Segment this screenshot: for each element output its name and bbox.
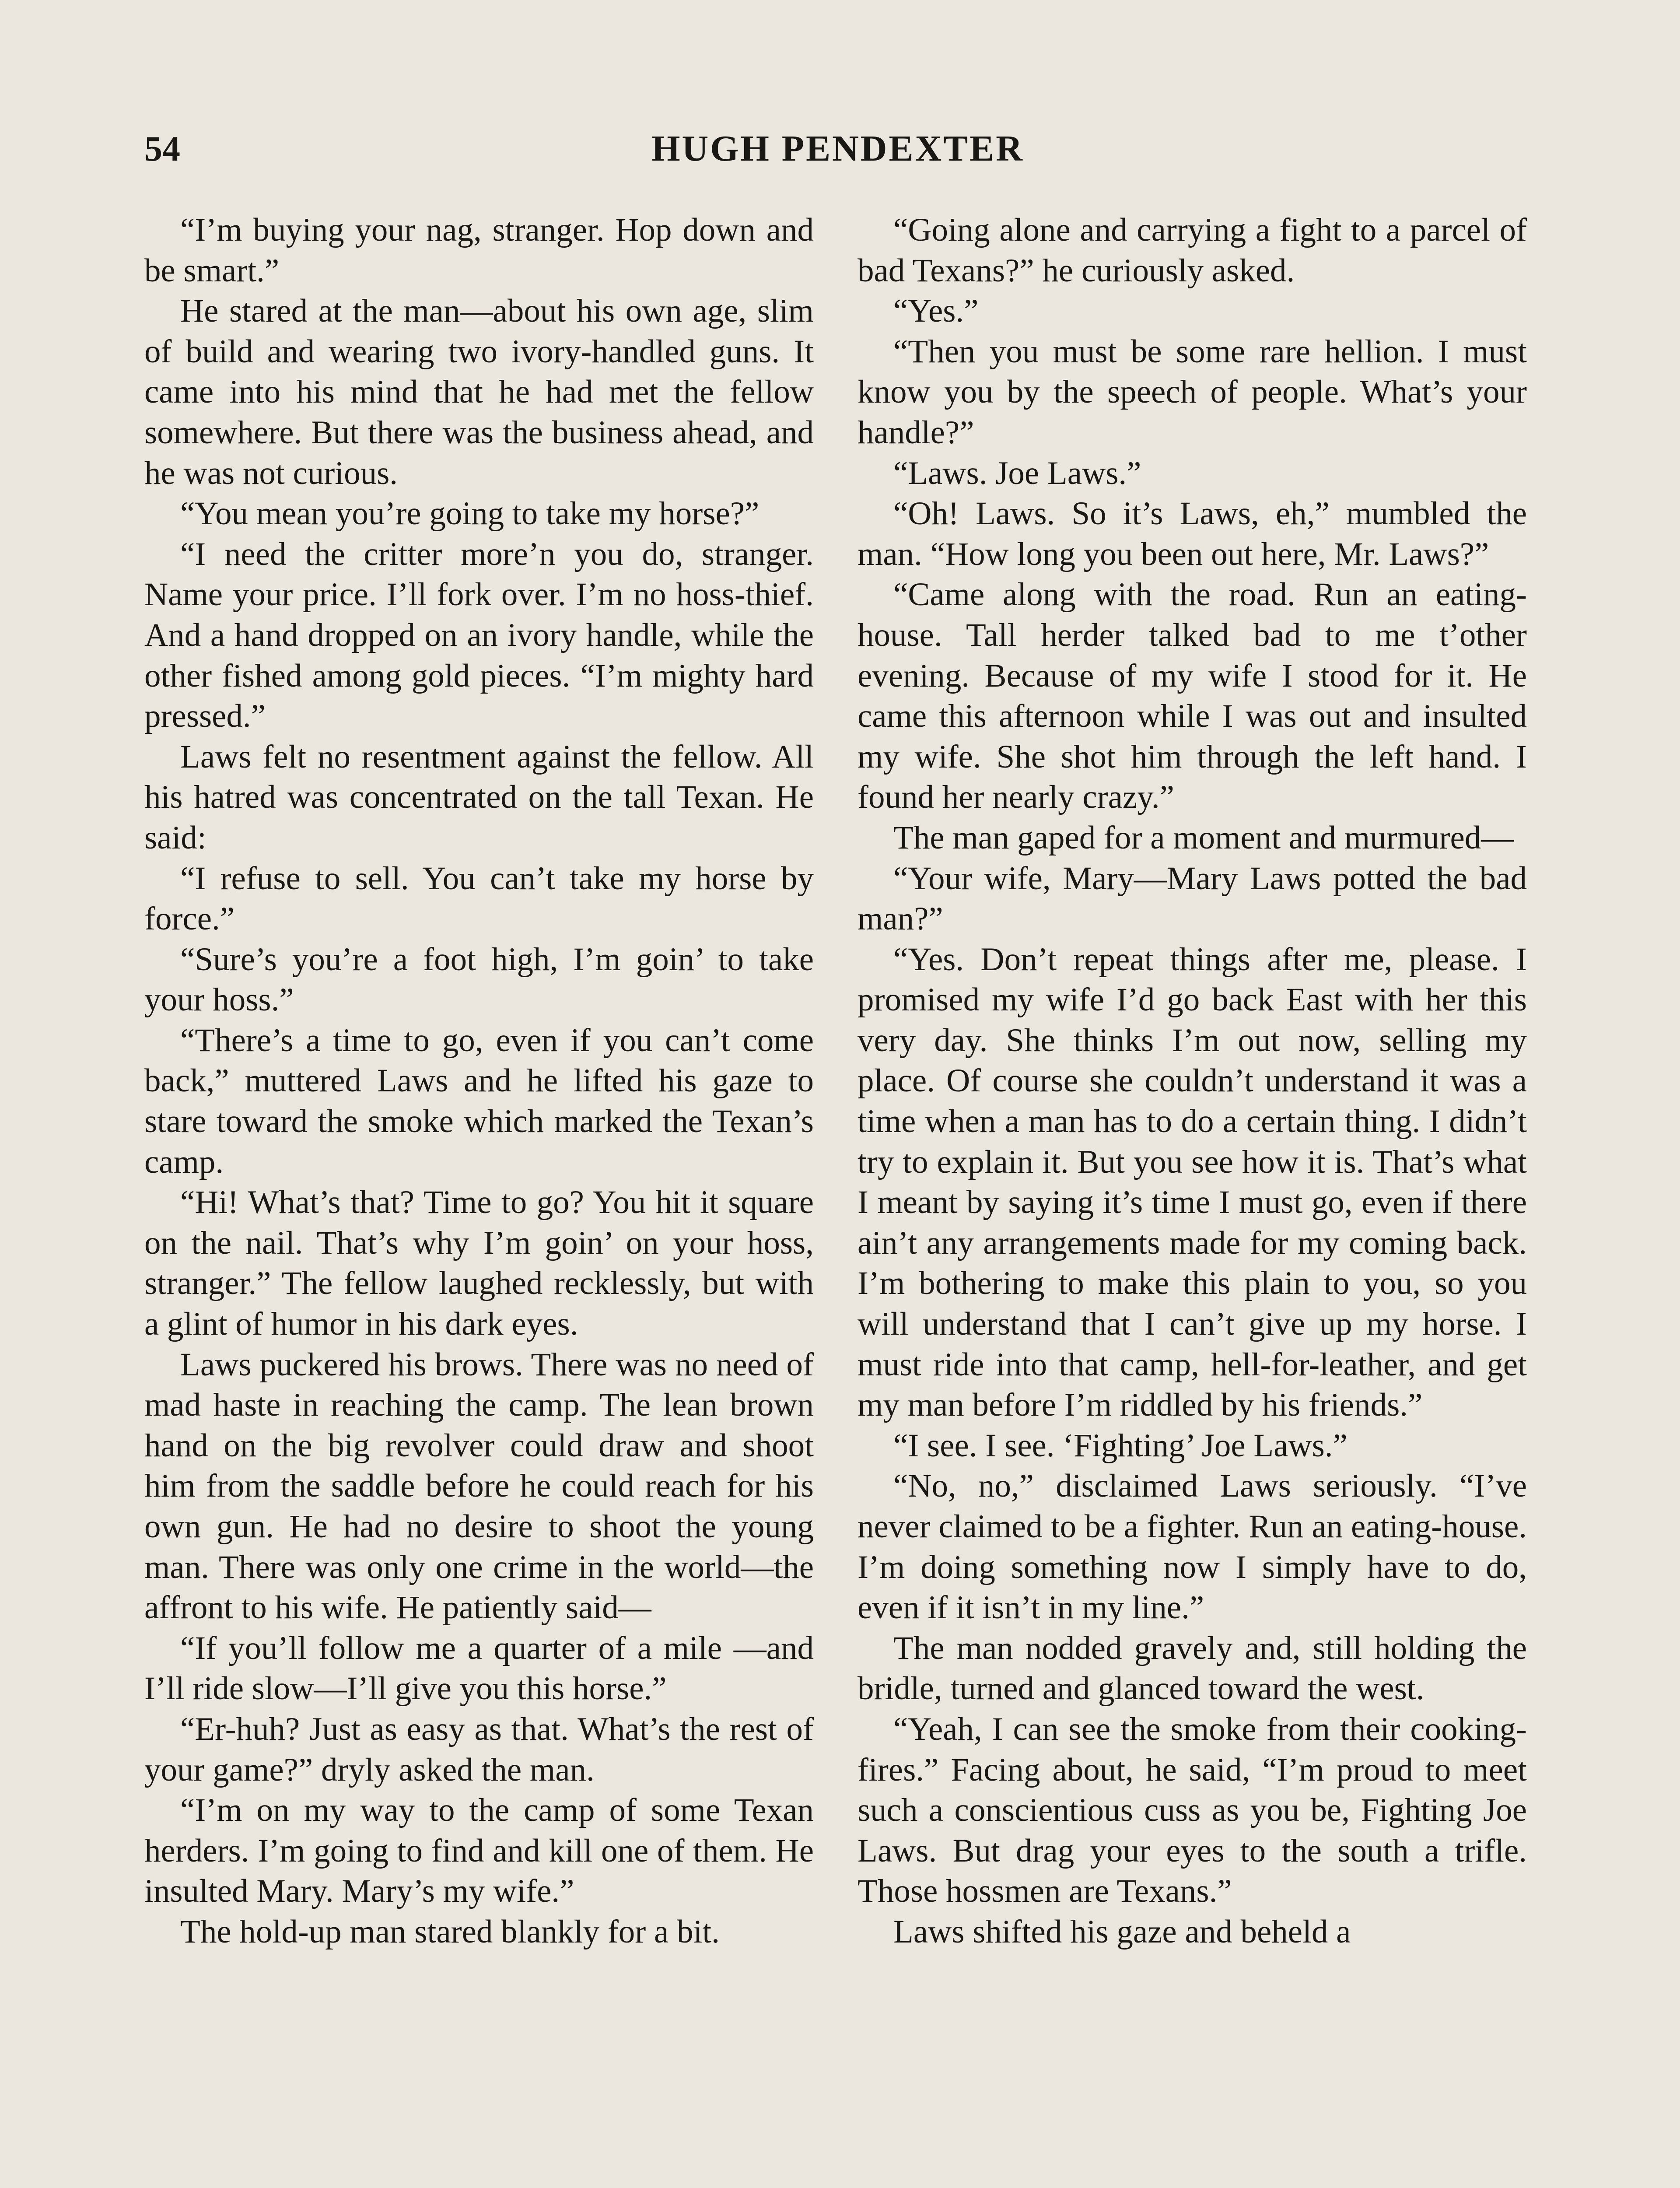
paragraph: “I’m buying your nag, stranger. Hop down and be smart.” [144,212,814,289]
paragraph: “Hi! What’s that? Time to go? You hit it square on the nail. That’s why I’m goin’ on your hoss, stranger.” The fellow laughed recklessly, but with a glint of humor in his dark eyes. [144,1184,814,1343]
paragraph: “Then you must be some rare hellion. I must know you by the speech of people. What’s your handle?” [858,333,1527,451]
paragraph: “Yeah, I can see the smoke from their cooking-fires.” Facing about, he said, “I’m proud to meet such a conscientious cuss as you be, Fighting Joe Laws. But drag your eyes to the south a trifle. Those hossmen are Texans.” [858,1711,1527,1910]
paragraph: “You mean you’re going to take my horse?” [180,495,760,532]
paragraph: Laws puckered his brows. There was no need of mad haste in reaching the camp. The lean brown hand on the big revolver could draw and shoot him from the saddle before he could reach for his own gun. He had no desire to shoot the young man. There was only one crime in the world—the affront to his wife. He patiently said— [144,1346,814,1626]
paragraph: He stared at the man—about his own age, slim of build and wearing two ivory-handled guns. It came into his mind that he had met the fellow somewhere. But there was the business ahead, and he was not curious. [144,293,814,491]
paragraph: “There’s a time to go, even if you can’t come back,” muttered Laws and he lifted his gaze to stare toward the smoke which marked the Texan’s camp. [144,1022,814,1180]
paragraph: The man nodded gravely and, still holding the bridle, turned and glanced toward the west. [858,1630,1527,1707]
paragraph: “Laws. Joe Laws.” [893,455,1141,491]
paragraph: “Going alone and carrying a fight to a parcel of bad Texans?” he curiously asked. [858,212,1527,289]
running-head: HUGH PENDEXTER [651,128,1024,169]
paragraph: “Er-huh? Just as easy as that. What’s the rest of your game?” dryly asked the man. [144,1711,814,1788]
page-header [144,123,1531,175]
left-column [144,210,814,1953]
paragraph: “If you’ll follow me a quarter of a mile —and I’ll ride slow—I’ll give you this horse.” [144,1630,814,1707]
paragraph: “Your wife, Mary—Mary Laws potted the bad man?” [858,860,1527,937]
paragraph: “Yes. Don’t repeat things after me, please. I promised my wife I’d go back East with her this very day. She thinks I’m out now, selling my place. Of course she couldn’t understand it was a time when a man has to do a certain thing. I didn’t try to explain it. But you see how it is. That’s what I meant by saying it’s time I must go, even if there ain’t any arrangements made for my coming back. I’m bothering to make this plain to you, so you will understand that I can’t give up my horse. I must ride into that camp, hell-for-leather, and get my man before I’m riddled by his friends.” [858,941,1527,1424]
right-column [858,210,1527,1953]
paragraph: “No, no,” disclaimed Laws seriously. “I’ve never claimed to be a fighter. Run an eating-house. I’m doing something now I simply have to do, even if it isn’t in my line.” [858,1468,1527,1626]
paragraph: The man gaped for a moment and murmured— [893,819,1514,856]
paragraph: “I see. I see. ‘Fighting’ Joe Laws.” [893,1427,1348,1464]
paragraph: The hold-up man stared blankly for a bit. [180,1913,720,1950]
paragraph: “I need the critter more’n you do, stranger. Name your price. I’ll fork over. I’m no hoss-thief. And a hand dropped on an ivory handle, while the other fished among gold pieces. “I’m mighty hard pressed.” [144,536,814,735]
paragraph: Laws shifted his gaze and beheld a [893,1913,1351,1950]
paragraph: “Sure’s you’re a foot high, I’m goin’ to take your hoss.” [144,941,814,1018]
paragraph: “Yes.” [893,293,979,330]
paragraph: “I refuse to sell. You can’t take my horse by force.” [144,860,814,937]
page-number: 54 [144,129,180,168]
paragraph: Laws felt no resentment against the fellow. All his hatred was concentrated on the tall Texan. He said: [144,738,814,856]
paragraph: “Oh! Laws. So it’s Laws, eh,” mumbled the man. “How long you been out here, Mr. Laws?” [858,495,1527,572]
paragraph: “I’m on my way to the camp of some Texan herders. I’m going to find and kill one of them. He insulted Mary. Mary’s my wife.” [144,1792,814,1910]
paragraph: “Came along with the road. Run an eating-house. Tall herder talked bad to me t’other evening. Because of my wife I stood for it. He came this afternoon while I was out and insulted my wife. She shot him through the left hand. I found her nearly crazy.” [858,576,1527,816]
